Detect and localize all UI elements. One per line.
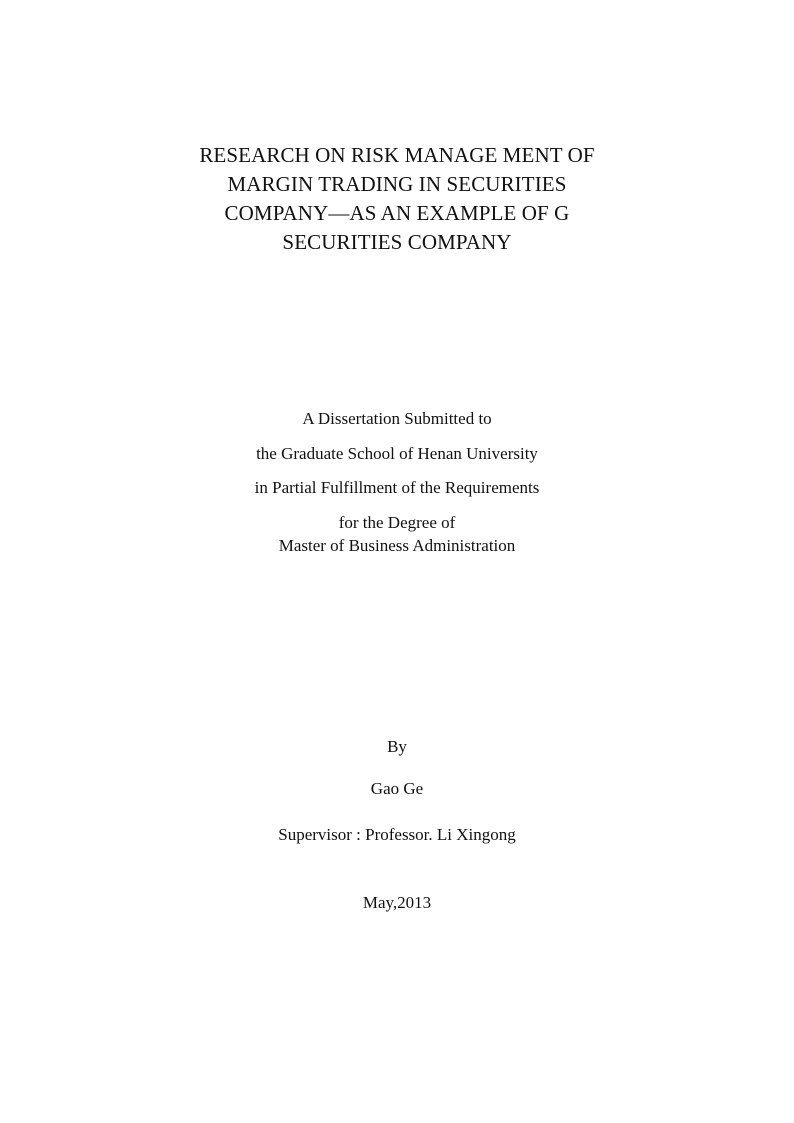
title-line-3: COMPANY—AS AN EXAMPLE OF G: [224, 201, 570, 225]
title-line-4: SECURITIES COMPANY: [282, 230, 512, 254]
author-name: Gao Ge: [370, 779, 424, 798]
title-line-1: RESEARCH ON RISK MANAGE MENT OF: [199, 143, 595, 167]
date-line: May,2013: [362, 893, 432, 912]
submission-line-1: A Dissertation Submitted to: [302, 409, 492, 428]
degree-line: for the Degree of: [338, 513, 456, 532]
thesis-title: [0, 141, 794, 257]
supervisor-line: Supervisor : Professor. Li Xingong: [278, 825, 516, 844]
by-label: By: [387, 737, 407, 756]
submission-line-2: the Graduate School of Henan University: [256, 444, 538, 463]
title-line-2: MARGIN TRADING IN SECURITIES: [227, 172, 567, 196]
submission-line-3: in Partial Fulfillment of the Requirements: [254, 478, 540, 497]
degree-name: Master of Business Administration: [278, 536, 516, 555]
